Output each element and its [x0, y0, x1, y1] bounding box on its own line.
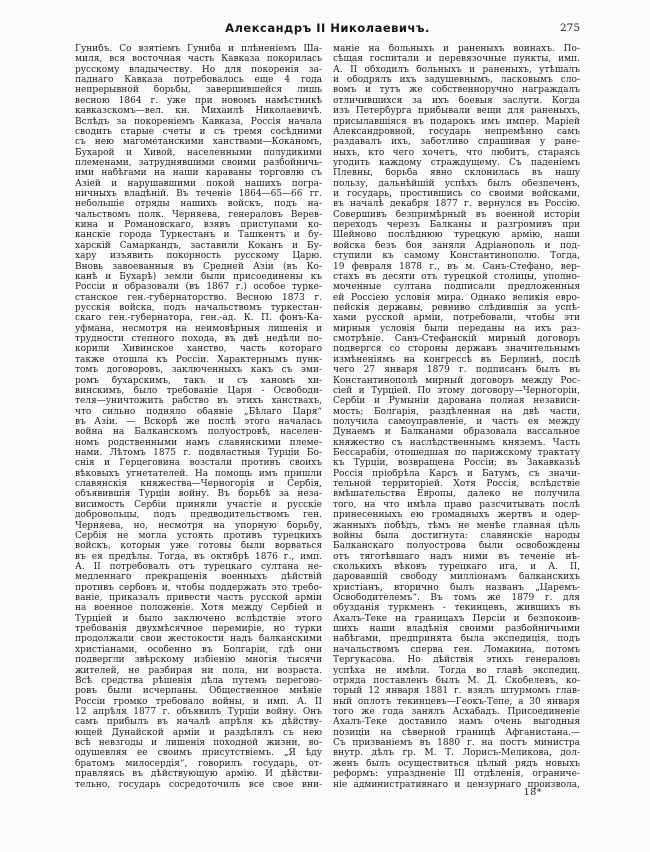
text-line: христіанами, особенно въ Болгаріи, гдѣ они [75, 644, 322, 655]
text-line: реформъ: упраздненіе III отдѣленія, ограниче- [333, 769, 580, 780]
text-line: смотрѣніе. Санъ-Стефанскій мирный договоръ [333, 334, 580, 345]
text-line: ющей Дунайской арміи и раздѣлялъ съ нею [75, 727, 322, 738]
text-line: продолжали свои жестокости надъ балканскими [75, 634, 322, 645]
text-block [75, 44, 580, 790]
text-line: номъ родственными намъ славянскими племе- [75, 437, 322, 448]
text-line: Азіей и нарушавшими покой нашихъ погра- [75, 178, 322, 189]
text-line: требованія двухмѣсячное перемиріе, но турки [75, 624, 322, 635]
text-line: ступили къ самому Константинополю. Тогда, [333, 251, 580, 262]
text-line: подвергся со стороны державъ значительнымъ [333, 344, 580, 355]
text-line: въ Азіи. — Вскорѣ же послѣ этого началась [75, 416, 322, 427]
text-line: чего 27 января 1879 г. подписанъ былъ въ [333, 365, 580, 376]
text-line: подвергли звѣрскому избіенію многія тысячи [75, 655, 322, 666]
text-line: Черняева, но, несмотря на упорную борьбу, [75, 520, 322, 531]
text-line: канскіе города Туркестанъ и Ташкентъ и бу- [75, 230, 322, 241]
text-line: ныхъ, кто чего хочетъ, что любитъ, стараясь [333, 147, 580, 158]
text-line: весною 1864 г. уже при новомъ намѣстникѣ [75, 95, 322, 106]
text-line: война на Балканскомъ полуостровѣ, населен- [75, 427, 322, 438]
text-line: и ободрялъ ихъ задушевнымъ, ласковымъ сло- [333, 75, 580, 86]
text-line: изъ Петербурга прибывали вещи для раненыхъ, [333, 106, 580, 117]
text-line: винскимъ, было требованіе Царя - Освободи- [75, 385, 322, 396]
text-line: Бухарой и Хивой, населенными полудикими [75, 147, 322, 158]
text-line: начальствомъ сперва ген. Ломакина, потомъ [333, 644, 580, 655]
text-line: добровольцы, подъ предводительствомъ ген. [75, 510, 322, 521]
text-line: ный оплотъ текинцевъ—Геокъ-Тепе, а 30 января [333, 696, 580, 707]
text-line: въ ея предѣлы. Тогда, въ октябрѣ 1876 г., имп. [75, 551, 322, 562]
text-line: христіанъ, вторично былъ названъ „Царемъ- [333, 582, 580, 593]
text-line: чальствомъ полк. Черняева, генераловъ Верев- [75, 209, 322, 220]
text-line: всѣ невзгоды и лишенія походной жизни, во- [75, 738, 322, 749]
text-line: Тергукасова. Но дѣйствія этихъ генераловъ [333, 655, 580, 666]
text-line: харскій Самаркандъ, заставили Коканъ и Бу- [75, 240, 322, 251]
text-line: Освободителемъ“. Въ томъ же 1879 г. для [333, 593, 580, 604]
text-line: висимость Сербіи приняли участіе и русскіе [75, 499, 322, 510]
text-line: обузданія туркменъ - текинцевъ, жившихъ въ [333, 603, 580, 614]
text-line: Россіи громко требовало войны, и имп. А. II [75, 696, 322, 707]
text-line: станское ген.-губернаторство. Весною 1873 г. [75, 292, 322, 303]
text-line: ромъ бухарскимъ, такъ и съ ханомъ хи- [75, 375, 322, 386]
text-line: вомъ и тутъ же собственноручно награждалъ [333, 85, 580, 96]
text-line: войны была достигнута: славянскіе народы [333, 530, 580, 541]
text-line: принесенныхъ ею громадныхъ жертвъ и одер- [333, 510, 580, 521]
text-line: мость; Болгарія, раздѣленная на двѣ части, [333, 406, 580, 417]
text-line: правляясь въ дѣйствующую армію. И дѣйстви- [75, 769, 322, 780]
text-line: уфмана, несмотря на неимовѣрныя лишенія и [75, 323, 322, 334]
text-line: что сильно подняло обаяніе „Бѣлаго Царя“ [75, 406, 322, 417]
text-line: внутр. дѣлъ гр. М. Т. Лорисъ-Меликова, дол- [333, 748, 580, 759]
text-line: ровъ были исчерпаны. Общественное мнѣніе [75, 686, 322, 697]
text-line: объявившія Турціи войну. Въ борьбѣ за неза- [75, 489, 322, 500]
text-line: корили Хивинское ханство, часть котораго [75, 344, 322, 355]
text-line: переходъ черезъ Балканы и разгромивъ при [333, 220, 580, 231]
text-line: Дунаемъ и Балканами образовала вассальное [333, 427, 580, 438]
text-line: женъ былъ осуществиться цѣлый рядъ новыхъ [333, 758, 580, 769]
text-line: кина и Романовскаго, взявъ приступами ко- [75, 220, 322, 231]
text-line: отряда поставленъ былъ М. Д. Скобелевъ, ко- [333, 675, 580, 686]
text-line: снія и Герцеговина возстали противъ своихъ [75, 458, 322, 469]
text-line: угодить каждому страждущему. Съ паденіемъ [333, 157, 580, 168]
text-line: Турціей и было заключено вслѣдствіе этого [75, 613, 322, 624]
text-line: одушевляя ее своимъ присутствіемъ. „Я ѣду [75, 748, 322, 759]
text-line: къ Турціи, возвращена Россіи; въ Закавказьѣ [333, 458, 580, 469]
running-title: Александръ II Николаевичъ. [225, 21, 430, 35]
text-line: хами русской арміи, потребовали, чтобы эти [333, 313, 580, 324]
column-right [333, 44, 580, 790]
text-line: племенами, затруднявшими своими разбойничь- [75, 157, 322, 168]
text-line: и государь, простившись со своими войсками, [333, 189, 580, 200]
text-line: Шейново послѣднюю турецкую армію, наши [333, 230, 580, 241]
text-line: стахъ въ десяти отъ турецкой столицы, уполно- [333, 271, 580, 282]
text-line: жителей, не разбирая ни пола, ни возраста. [75, 665, 322, 676]
text-line: Балканскаго полуострова были освобождены [333, 541, 580, 552]
text-line: А. II потребовалъ отъ турецкаго султана не- [75, 561, 322, 572]
text-line: ваніе, приказалъ привести часть русской арміи [75, 593, 322, 604]
text-line: Гунибъ. Со взятіемъ Гуниба и плѣненіемъ Ша- [75, 44, 322, 54]
text-line: русскія войска, подъ начальствомъ туркестан- [75, 302, 322, 313]
text-line: шихъ наши владѣнія своими разбойничьими [333, 624, 580, 635]
text-line: вмѣшательства Европы, далеко не получила [333, 489, 580, 500]
text-line: кавказскомъ—вел. кн. Михаилѣ Николаевичѣ. [75, 106, 322, 117]
text-line: Ахалъ-Теке доставило намъ очень выгодныя [333, 717, 580, 728]
text-line: мирныя условія были переданы на ихъ раз- [333, 323, 580, 334]
column-left [75, 44, 322, 790]
text-line: Сербіи и Румыніи дарована полная независи- [333, 396, 580, 407]
text-line: медленнаго прекращенія военныхъ дѣйствій [75, 572, 322, 583]
text-line: Россіи и образовали (въ 1867 г.) особое турке- [75, 282, 322, 293]
text-line: Сербія не могла устоять противъ турецкихъ [75, 530, 322, 541]
text-line: отличившихся за ихъ боевыя заслуги. Когда [333, 95, 580, 106]
text-line: трудности степного похода, въ двѣ недѣли по- [75, 334, 322, 345]
text-line: маніе на больныхъ и раненыхъ воинахъ. По- [333, 44, 580, 54]
text-line: моченные султана подписали предложенныя [333, 282, 580, 293]
text-line: миля, вся восточная часть Кавказа покорилась [75, 54, 322, 65]
text-line: Вновь завоеванныя въ Средней Азіи (въ Ко- [75, 261, 322, 272]
text-line: самъ прибылъ въ началѣ апрѣля къ дѣйству- [75, 717, 322, 728]
text-line: ніе административнаго и цензурнаго произвола, [333, 779, 580, 790]
text-line: отъ тяготѣвшаго надъ ними въ теченіе нѣ- [333, 551, 580, 562]
text-line: жанныхъ побѣдъ, тѣмъ не менѣе главная цѣль [333, 520, 580, 531]
text-line: Плевны, борьба явно склонилась въ нашу [333, 168, 580, 179]
text-line: Съ призваніемъ въ 1880 г. на постъ министра [333, 738, 580, 749]
text-line: канѣ и Бухарѣ) земли были присоединены къ [75, 271, 322, 282]
text-line: непрерывной борьбы, завершившейся лишь [75, 85, 322, 96]
text-line: Россія пріобрѣла Карсъ и Батумъ, съ значи- [333, 468, 580, 479]
text-line: сводить старые счеты и съ тремя сосѣдними [75, 126, 322, 137]
text-line: пейскія державы, ревниво слѣдившія за успѣ- [333, 302, 580, 313]
text-line: Бессарабіи, отошедшая по парижскому трактату [333, 448, 580, 459]
text-line: сіей и Турціей. По этому договору—Черногоріи, [333, 385, 580, 396]
text-line: теля—уничтожить рабство въ этихъ ханствахъ, [75, 396, 322, 407]
text-line: сколькихъ вѣковъ турецкаго ига, и А. II, [333, 561, 580, 572]
text-line: 19 февраля 1878 г., въ м. Санъ-Стефано, вер- [333, 261, 580, 272]
text-line: того, на что имѣла право разсчитывать послѣ [333, 499, 580, 510]
text-line: небольшіе отряды нашихъ войскъ, подъ на- [75, 199, 322, 210]
text-line: славянскія княжества—Черногорія и Сербія, [75, 479, 322, 490]
text-line: 12 апрѣля 1877 г. объявилъ Турціи войну. Онъ [75, 707, 322, 717]
text-line: А. II обходилъ больныхъ и раненыхъ, утѣшалъ [333, 64, 580, 75]
text-line: паднаго Кавказа потребовалось еще 4 года [75, 75, 322, 86]
text-line: братомъ милосердія“, говорилъ государь, от- [75, 758, 322, 769]
text-line: на военное положеніе. Хотя между Сербіей и [75, 603, 322, 614]
text-line: также отошла къ Россіи. Характернымъ пунк- [75, 354, 322, 365]
text-line: ими набѣгами на наши караваны торговлю съ [75, 168, 322, 179]
text-line: ей Россіею условія мира. Однако великія евро- [333, 292, 580, 303]
signature-mark: 18* [523, 787, 542, 798]
text-line: измѣненіямъ на конгрессѣ въ Берлинѣ, послѣ [333, 354, 580, 365]
text-line: Александровной, государь непремѣнно самъ [333, 126, 580, 137]
text-line: русскому владычеству. Но для покоренія за- [75, 64, 322, 75]
text-line: сѣщая госпитали и перевязочные пункты, имп. [333, 54, 580, 65]
text-line: тельной территоріей. Хотя Россія, вслѣдствіе [333, 479, 580, 490]
text-line: противъ сербовъ и, чтобы поддержать это требо- [75, 582, 322, 593]
text-line: успѣха не имѣли. Тогда во главѣ экспедиц. [333, 665, 580, 676]
text-line: набѣгами, предпринята была экспедиція, подъ [333, 634, 580, 645]
text-line: въ началѣ декабря 1877 г. вернулся въ Россію. [333, 199, 580, 210]
text-line: вѣковыхъ угнетателей. На помощь имъ пришли [75, 468, 322, 479]
text-line: раздавалъ ихъ, заботливо спрашивая у ране- [333, 137, 580, 148]
text-line: Совершивъ безпримѣрный въ военной исторіи [333, 209, 580, 220]
text-line: хару изъявить покорность русскому Царю. [75, 251, 322, 262]
text-line: ничныхъ владѣній. Въ теченіе 1864—65—66 гг. [75, 189, 322, 200]
text-line: съ нею магометанскими ханствами—Коканомъ, [75, 137, 322, 148]
text-line: тельно, государь сосредоточилъ все свое вни- [75, 779, 322, 790]
text-line: скаго ген.-губернатора, ген.-ад. К. П. фонъ-Ка- [75, 313, 322, 324]
text-line: присылавшіяся въ подарокъ имъ импер. Маріей [333, 116, 580, 127]
text-line: получила самоуправленіе, и часть ея между [333, 416, 580, 427]
text-line: Ахалъ-Теке на границахъ Персіи и безпокоив- [333, 613, 580, 624]
running-head [75, 21, 580, 37]
page-number: 275 [559, 22, 580, 34]
text-line: Константинополѣ мирный договоръ между Рос- [333, 375, 580, 386]
text-line: даровавшій свободу милліонамъ балканскихъ [333, 572, 580, 583]
text-line: торый 12 января 1881 г. взялъ штурмомъ глав- [333, 686, 580, 697]
text-line: войскъ, которыя уже готовы были ворваться [75, 541, 322, 552]
text-line: пользу, дальнѣйшій успѣхъ былъ обезпеченъ, [333, 178, 580, 189]
text-line: княжество съ наслѣдственнымъ княземъ. Часть [333, 437, 580, 448]
text-line: Вслѣдъ за покореніемъ Кавказа, Россія начала [75, 116, 322, 127]
text-line: позиціи на сѣверной границѣ Афганистана.— [333, 727, 580, 738]
text-line: томъ договоровъ, заключенныхъ какъ съ эми- [75, 365, 322, 376]
text-line: войска безъ боя заняли Адріанополь и под- [333, 240, 580, 251]
text-line: нами. Лѣтомъ 1875 г. подвластныя Турціи Бо- [75, 448, 322, 459]
text-line: Всѣ средства рѣшенія дѣла путемъ перегово- [75, 675, 322, 686]
text-line: того же года занялъ Асхабадъ. Присоединеніе [333, 707, 580, 717]
